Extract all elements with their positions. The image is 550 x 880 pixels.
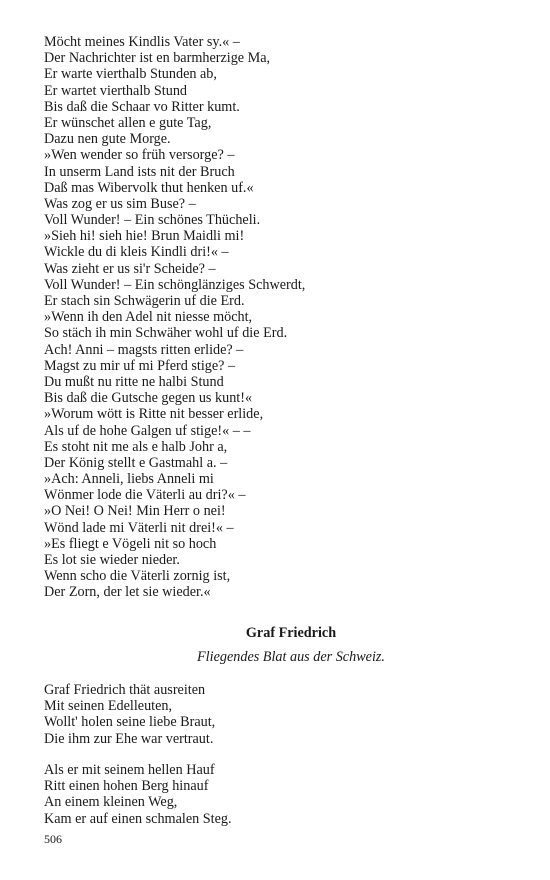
poem-line: »O Nei! O Nei! Min Herr o nei! [44,503,226,520]
page-number: 506 [44,832,62,846]
poem-line: Ach! Anni – magsts ritten erlide? – [44,341,244,358]
poem-line: Was zieht er us si'r Scheide? – [44,260,216,277]
poem-line: So stäch ih min Schwäher wohl uf die Erd. [44,325,288,342]
poem-line: »Sieh hi! sieh hie! Brun Maidli mi! [44,228,245,245]
poem-line: Ritt einen hohen Berg hinauf [44,778,209,795]
poem-line: »Ach: Anneli, liebs Anneli mi [44,471,214,488]
poem-line: Dazu nen gute Morge. [44,131,171,148]
poem-line: Magst zu mir uf mi Pferd stige? – [44,357,236,374]
poem-line: »Wenn ih den Adel nit niesse möcht, [44,309,253,326]
poem-line: Wollt' holen seine liebe Braut, [44,714,216,731]
poem-line: Voll Wunder! – Ein schönglänziges Schwerdt, [44,276,306,293]
poem-line: Er wünschet allen e gute Tag, [44,114,212,131]
poem-line: Du mußt nu ritte ne halbi Stund [44,373,224,390]
poem-line: Voll Wunder! – Ein schönes Thücheli. [44,212,261,229]
poem-line: Daß mas Wibervolk thut henken uf.« [44,179,254,196]
poem-line: Es lot sie wieder nieder. [44,552,180,568]
poem-line: Graf Friedrich thät ausreiten [44,682,206,698]
poem-line: Er wartet vierthalb Stund [44,82,188,99]
poem-line: Als er mit seinem hellen Hauf [44,762,215,778]
poem-line: Es stoht nit me als e halb Johr a, [44,438,228,455]
poem-line: Wenn scho die Väterli zornig ist, [44,568,231,585]
poem-line: An einem kleinen Weg, [44,794,178,811]
poem-line: Der König stellt e Gastmahl a. – [44,454,228,471]
poem-line: Kam er auf einen schmalen Steg. [44,810,232,827]
poem-line: Der Zorn, der let sie wieder.« [44,584,211,601]
poem-line: Wönmer lode die Väterli au dri?« – [44,487,246,504]
poem-line: In unserm Land ists nit der Bruch [44,163,235,180]
poem-line: Der Nachrichter ist en barmherzige Ma, [44,50,271,67]
poem-stanza-continued [44,34,514,601]
poem-line: Mit seinen Edelleuten, [44,698,173,715]
poem-line: Als uf de hohe Galgen uf stige!« – – [44,422,251,439]
poem-line: Die ihm zur Ehe war vertraut. [44,730,214,747]
poem-line: Er stach sin Schwägerin uf die Erd. [44,293,245,309]
poem-line: Bis daß die Gutsche gegen us kunt!« [44,390,253,407]
poem-line: »Worum wött is Ritte nit besser erlide, [44,406,264,423]
poem-line: »Wen wender so früh versorge? – [44,147,235,164]
poem-line: Was zog er us sim Buse? – [44,195,196,212]
poem-subtitle: Fliegendes Blat aus der Schweiz. [197,649,385,665]
poem-line: Wönd lade mi Väterli nit drei!« – [44,519,234,536]
poem-line: »Es fliegt e Vögeli nit so hoch [44,535,217,552]
poem-line: Bis daß die Schaar vo Ritter kumt. [44,98,240,115]
poem-line: Er warte vierthalb Stunden ab, [44,66,217,83]
poem-line: Möcht meines Kindlis Vater sy.« – [44,34,240,50]
poem-stanza-2 [44,762,514,827]
poem-stanza-1 [44,682,514,747]
poem-title: Graf Friedrich [245,625,337,641]
poem-line: Wickle du di kleis Kindli dri!« – [44,244,229,261]
